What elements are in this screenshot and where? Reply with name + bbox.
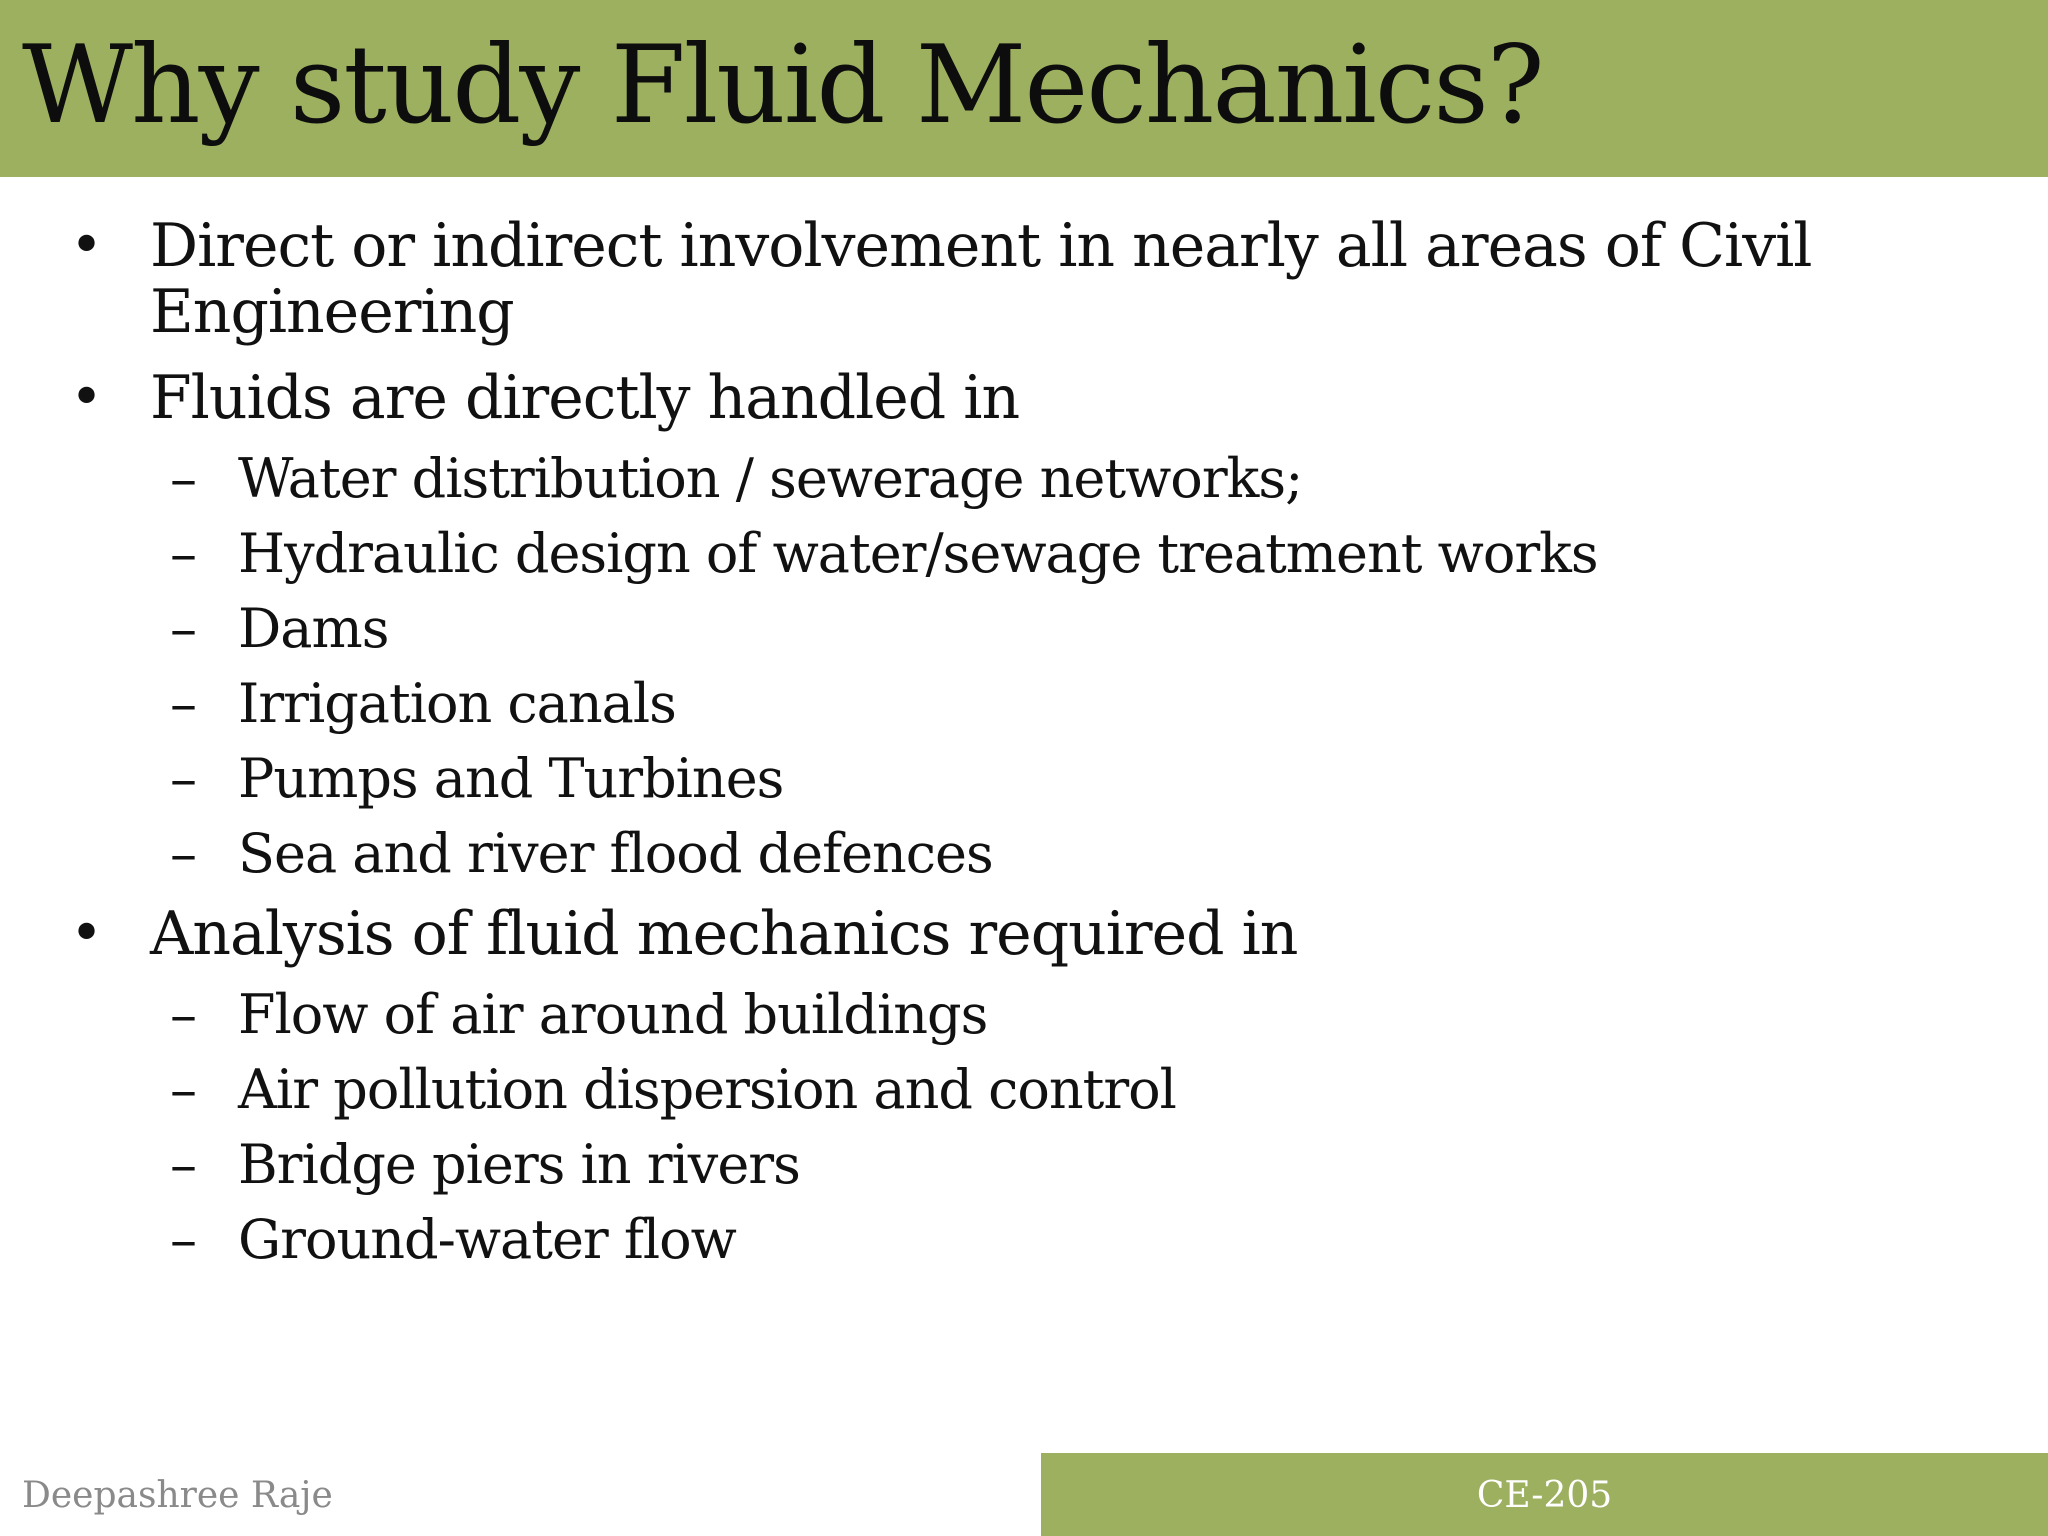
sub-item-text: Flow of air around buildings: [238, 983, 988, 1046]
footer-bar: [1041, 1453, 2048, 1536]
sub-item-text: Sea and river flood defences: [238, 822, 993, 885]
sub-bullet-marker: –: [170, 522, 197, 585]
sub-bullet-marker: –: [170, 983, 197, 1046]
sub-bullet-marker: –: [170, 822, 197, 885]
sub-item-text: Water distribution / sewerage networks;: [238, 447, 1303, 510]
bullet-text-continued: Engineering: [150, 277, 514, 347]
bullet-marker: •: [70, 901, 104, 966]
sub-bullet-marker: –: [170, 672, 197, 735]
sub-item-text: Air pollution dispersion and control: [238, 1058, 1176, 1121]
sub-bullet-marker: –: [170, 1058, 197, 1121]
sub-item-text: Hydraulic design of water/sewage treatment works: [238, 522, 1598, 585]
bullet-text: Direct or indirect involvement in nearly all areas of Civil: [150, 211, 1812, 281]
sub-item-text: Pumps and Turbines: [238, 747, 784, 810]
sub-item-text: Irrigation canals: [238, 672, 676, 735]
footer-author: Deepashree Raje: [22, 1475, 333, 1516]
sub-bullet-marker: –: [170, 447, 197, 510]
title-bar: [0, 0, 2048, 177]
bullet-text: Fluids are directly handled in: [150, 363, 1020, 433]
bullet-marker: •: [70, 213, 104, 278]
bullet-text: Analysis of fluid mechanics required in: [150, 899, 1298, 969]
sub-item-text: Ground-water flow: [238, 1208, 736, 1271]
sub-bullet-marker: –: [170, 1208, 197, 1271]
sub-bullet-marker: –: [170, 597, 197, 660]
sub-bullet-marker: –: [170, 747, 197, 810]
bullet-marker: •: [70, 365, 104, 430]
sub-bullet-marker: –: [170, 1133, 197, 1196]
sub-item-text: Dams: [238, 597, 389, 660]
sub-item-text: Bridge piers in rivers: [238, 1133, 800, 1196]
footer-course-code: CE-205: [1476, 1475, 1613, 1516]
slide-title: Why study Fluid Mechanics?: [22, 23, 1543, 148]
